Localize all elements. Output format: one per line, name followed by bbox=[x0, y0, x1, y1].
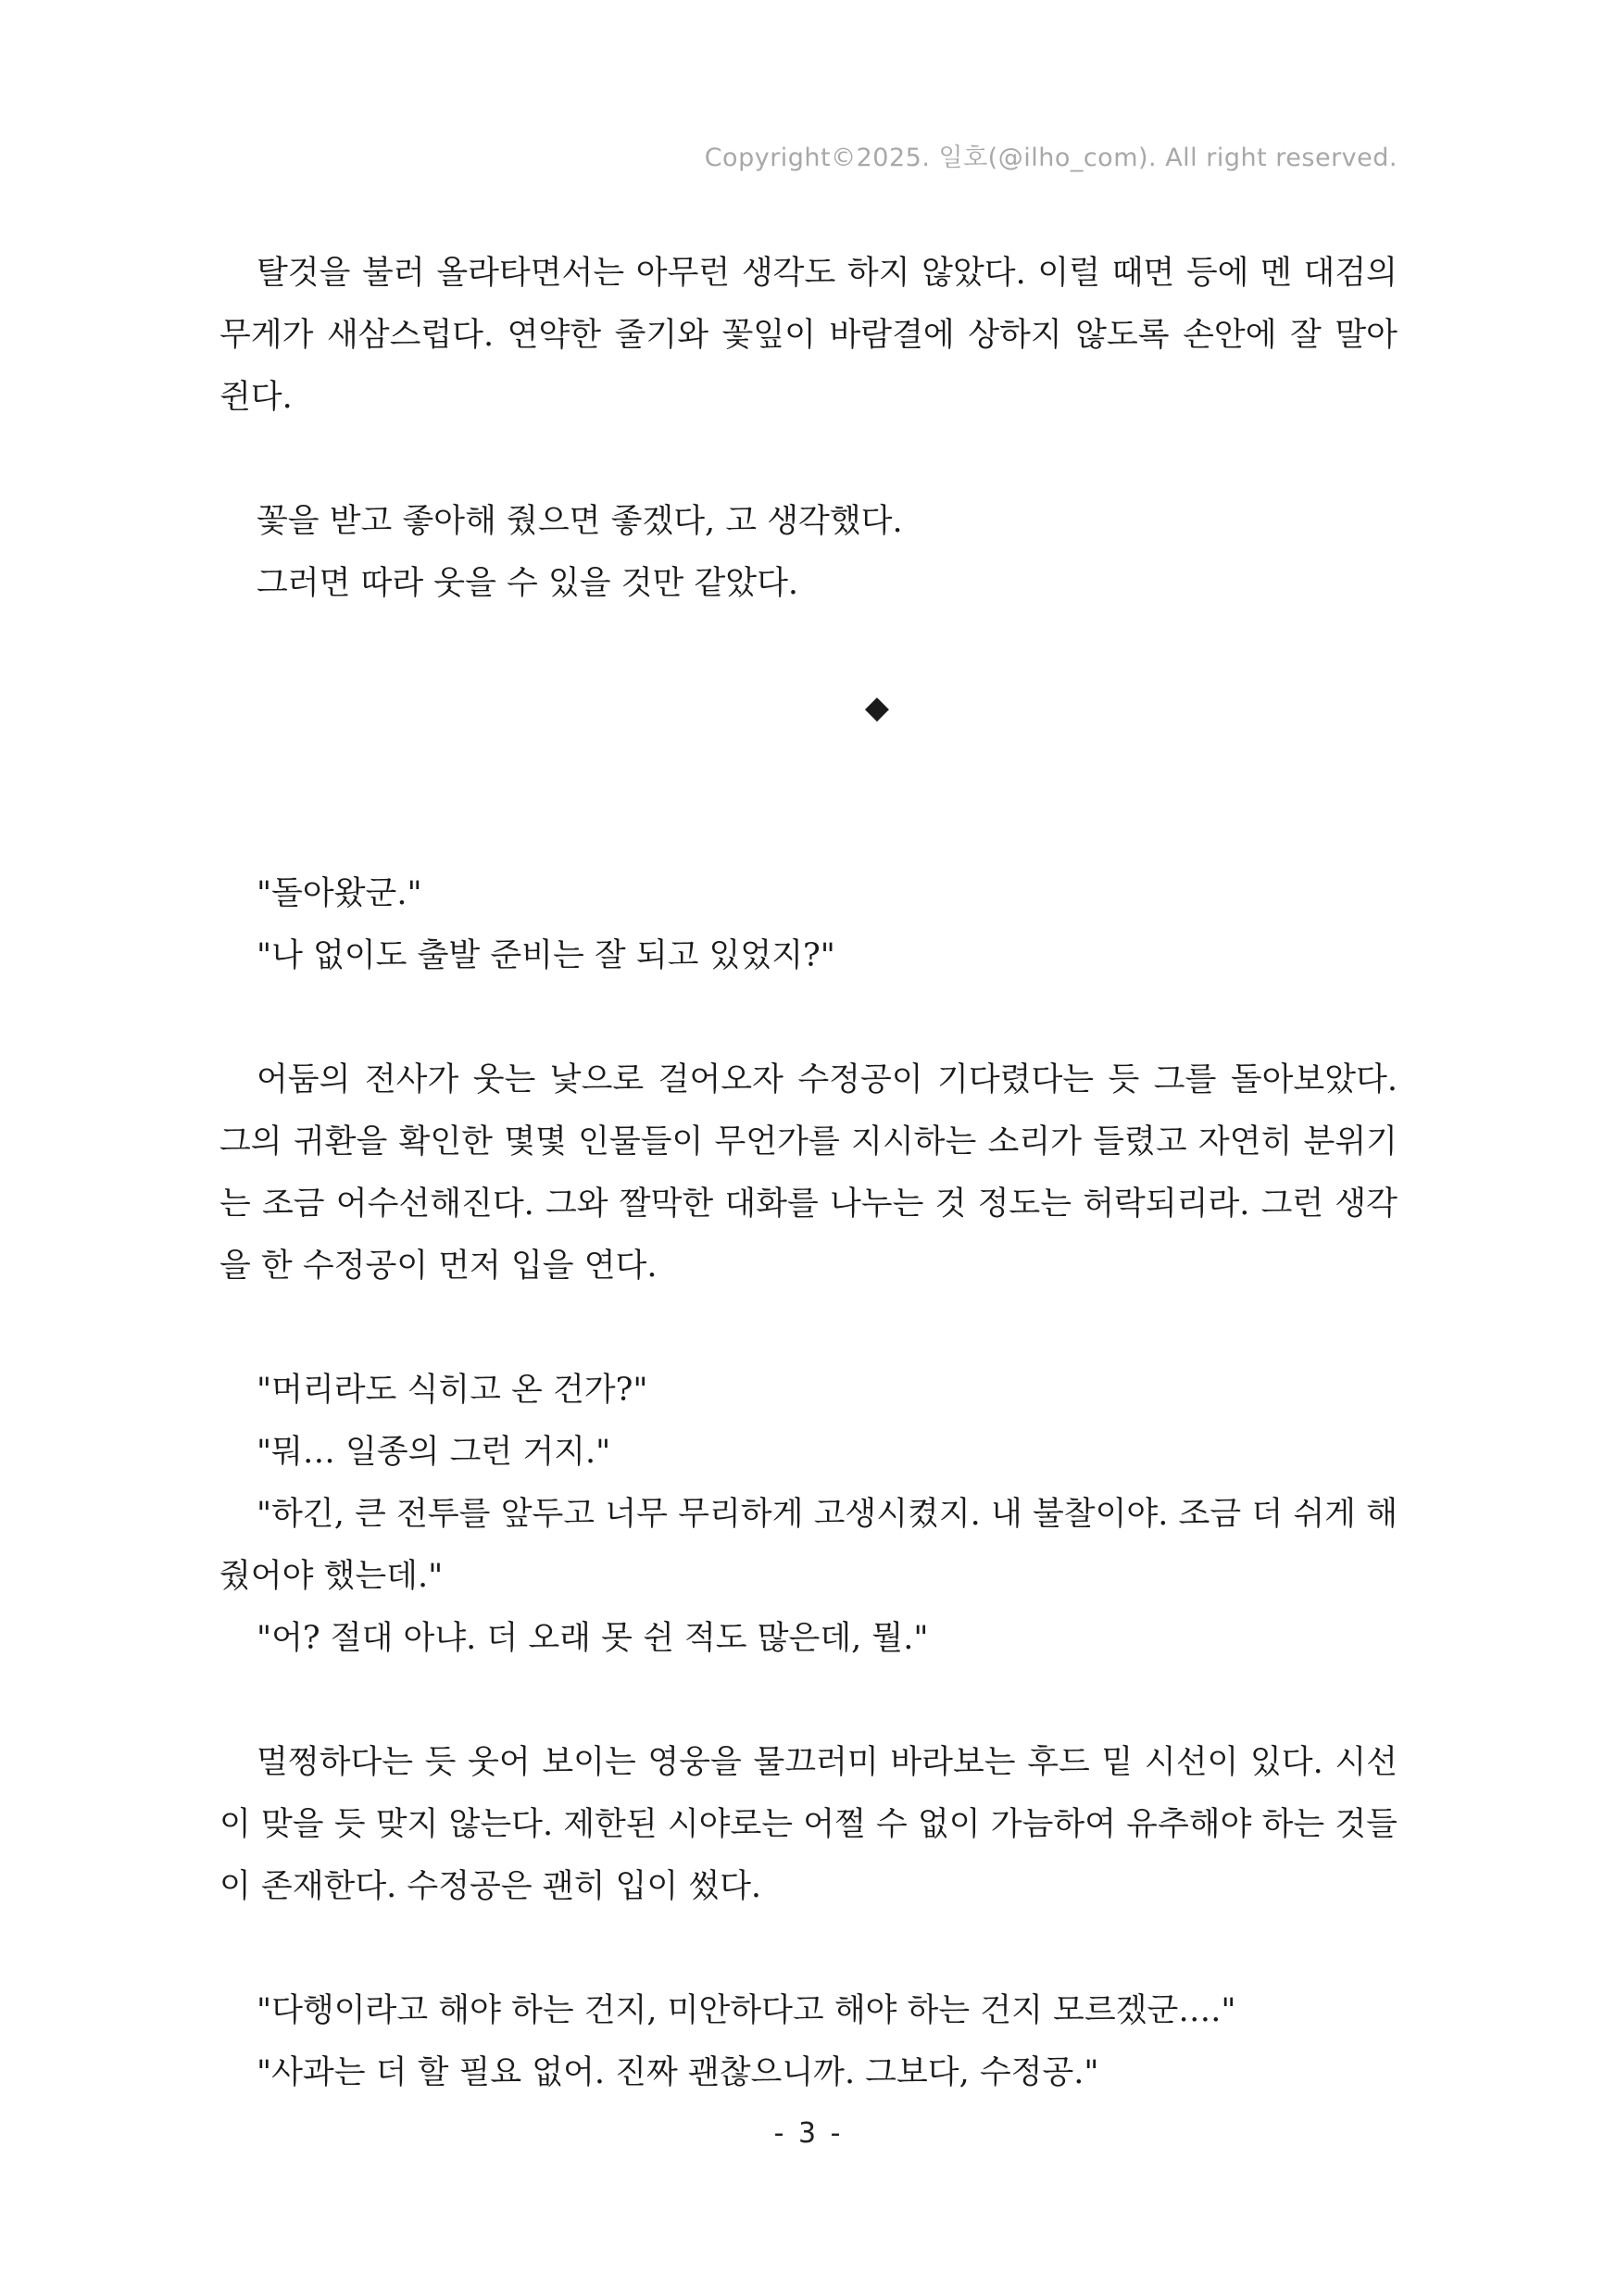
dialogue-line: "어? 절대 아냐. 더 오래 못 쉰 적도 많은데, 뭘." bbox=[257, 1620, 929, 1657]
document-body bbox=[219, 243, 1398, 2104]
dialogue-line: "뭐… 일종의 그런 거지." bbox=[257, 1434, 611, 1471]
paragraph-gap bbox=[219, 1298, 1398, 1360]
text-line: 그러면 따라 웃을 수 있을 것만 같았다. bbox=[257, 565, 799, 602]
dialogue-line: "사과는 더 할 필요 없어. 진짜 괜찮으니까. 그보다, 수정공." bbox=[257, 2054, 1099, 2091]
paragraph: 탈것을 불러 올라타면서는 아무런 생각도 하지 않았다. 이럴 때면 등에 멘 대검의 무게가 새삼스럽다. 연약한 줄기와 꽃잎이 바람결에 상하지 않도록 손안에 잘 말아 쥔다. bbox=[219, 255, 1398, 416]
paragraph-gap bbox=[219, 1670, 1398, 1732]
dialogue-line: "하긴, 큰 전투를 앞두고 너무 무리하게 고생시켰지. 내 불찰이야. 조금 더 쉬게 해 줬어야 했는데." bbox=[219, 1496, 1398, 1595]
paragraph-gap bbox=[219, 429, 1398, 491]
dialogue-line: "돌아왔군." bbox=[257, 875, 422, 912]
dialogue-line: "나 없이도 출발 준비는 잘 되고 있었지?" bbox=[257, 937, 835, 974]
dialogue-line: "다행이라고 해야 하는 건지, 미안하다고 해야 하는 건지 모르겠군…." bbox=[257, 1992, 1236, 2029]
page-number: - 3 - bbox=[773, 2117, 844, 2150]
paragraph-gap bbox=[219, 739, 1398, 863]
paragraph-gap bbox=[219, 987, 1398, 1049]
dialogue-line: "머리라도 식히고 온 건가?" bbox=[257, 1372, 648, 1409]
paragraph: 멀쩡하다는 듯 웃어 보이는 영웅을 물끄러미 바라보는 후드 밑 시선이 있다. 시선이 맞을 듯 맞지 않는다. 제한된 시야로는 어쩔 수 없이 가늠하여 유추해야 하는 것들이 존재한다. 수정공은 괜히 입이 썼다. bbox=[219, 1744, 1398, 1905]
paragraph-gap bbox=[219, 1918, 1398, 1980]
paragraph: 어둠의 전사가 웃는 낯으로 걸어오자 수정공이 기다렸다는 듯 그를 돌아보았다. 그의 귀환을 확인한 몇몇 인물들이 무언가를 지시하는 소리가 들렸고 자연히 분위기는 조금 어수선해진다. 그와 짤막한 대화를 나누는 것 정도는 허락되리라. 그런 생각을 한 수정공이 먼저 입을 연다. bbox=[219, 1061, 1398, 1285]
paragraph-gap bbox=[219, 615, 1398, 677]
scene-separator-diamond-icon: ◆ bbox=[864, 689, 890, 726]
copyright-header: Copyright©2025. 일호(@ilho_com). All right reserved. bbox=[704, 144, 1398, 172]
text-line: 꽃을 받고 좋아해 줬으면 좋겠다, 고 생각했다. bbox=[257, 503, 903, 540]
